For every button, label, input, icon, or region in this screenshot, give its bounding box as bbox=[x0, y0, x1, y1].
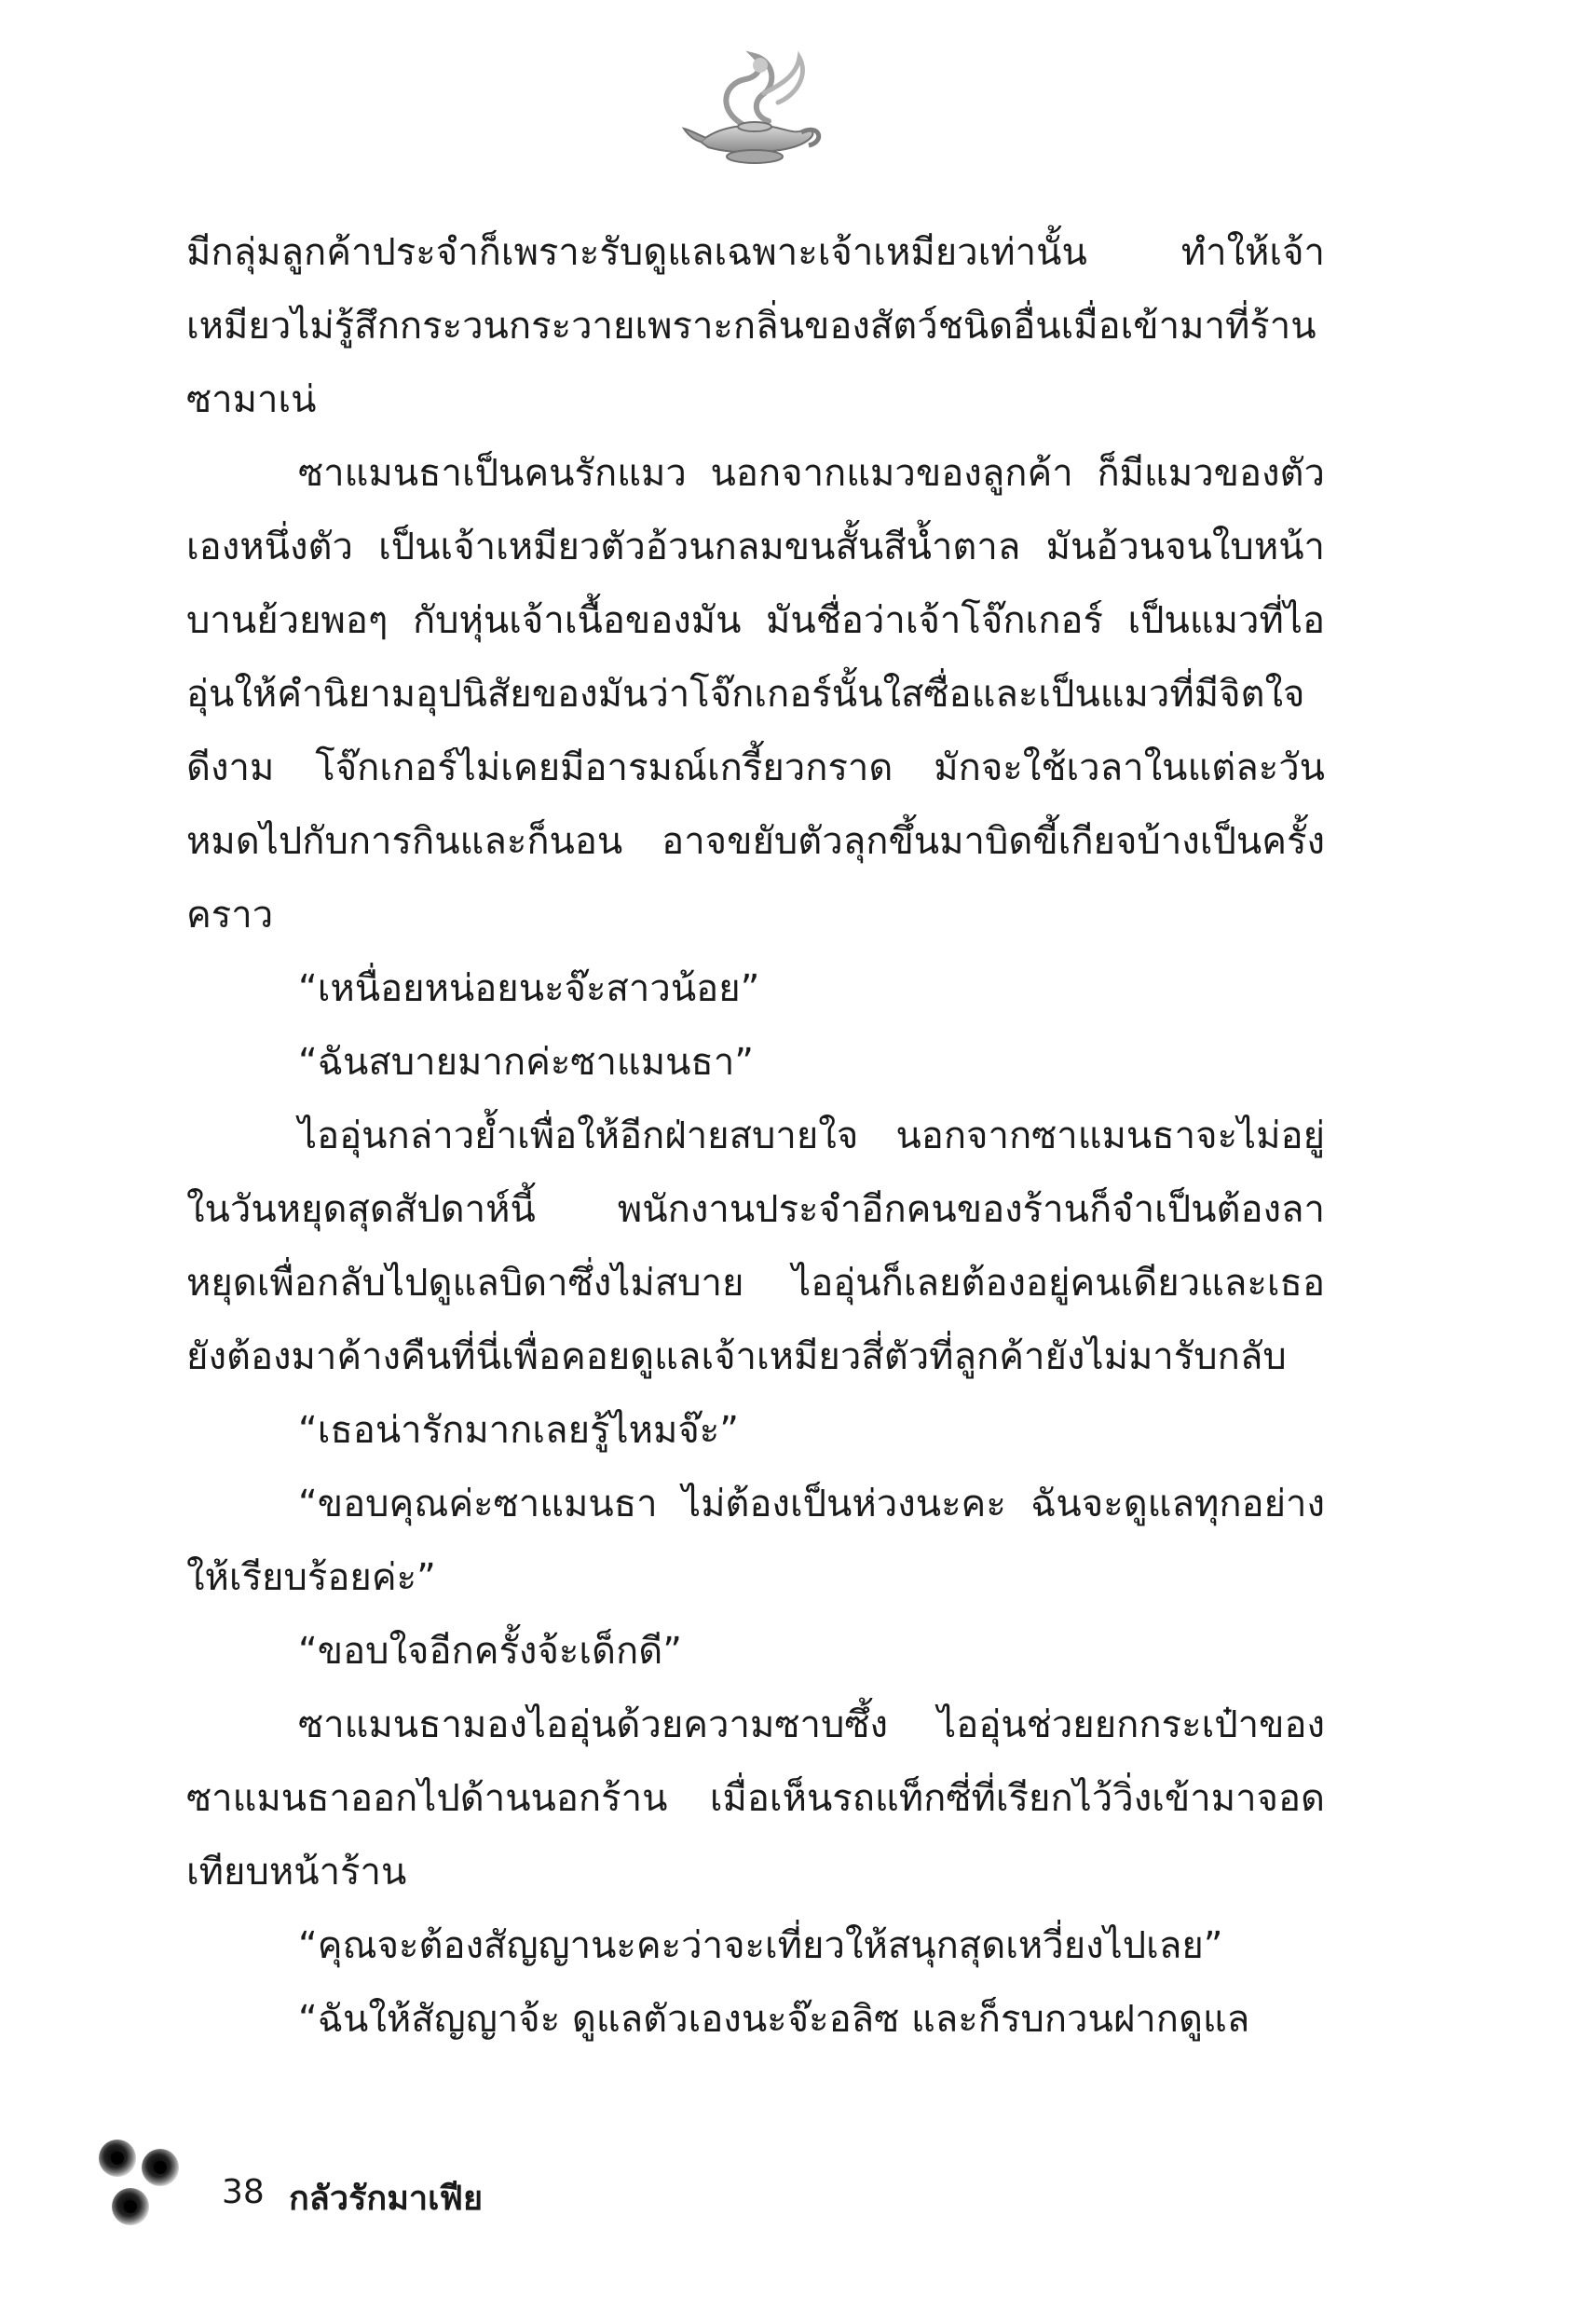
body-text bbox=[186, 216, 1325, 2057]
paragraph-3: “เหนื่อยหน่อยนะจ๊ะสาวน้อย” bbox=[298, 967, 760, 1010]
page-footer bbox=[93, 2134, 745, 2246]
page-number: 38 bbox=[222, 2173, 265, 2211]
paragraph-8: “ขอบใจอีกครั้งจ้ะเด็กดี” bbox=[298, 1630, 682, 1673]
paragraph-7: “ขอบคุณค่ะซาแมนธา ไม่ต้องเป็นห่วงนะคะ ฉันจะดูแลทุกอย่างให้เรียบร้อยค่ะ” bbox=[186, 1483, 1325, 1599]
paragraph-1: มีกลุ่มลูกค้าประจำก็เพราะรับดูแลเฉพาะเจ้าเหมียวเท่านั้น ทำให้เจ้าเหมียวไม่รู้สึกกระวนกระวายเพราะกลิ่นของสัตว์ชนิดอื่นเมื่อเข้ามาที่ร้านซามาเน่ bbox=[186, 231, 1325, 421]
paragraph-6: “เธอน่ารักมากเลยรู้ไหมจ๊ะ” bbox=[298, 1409, 739, 1452]
paragraph-2: ซาแมนธาเป็นคนรักแมว นอกจากแมวของลูกค้า ก็มีแมวของตัวเองหนึ่งตัว เป็นเจ้าเหมียวตัวอ้วนกลมขนสั้นสีน้ำตาล มันอ้วนจนใบหน้าบานย้วยพอๆ กับหุ่นเจ้าเนื้อของมัน มันชื่อว่าเจ้าโจ๊กเกอร์ เป็นแมวที่ไออุ่นให้คำนิยามอุปนิสัยของมันว่าโจ๊กเกอร์นั้นใสซื่อและเป็นแมวที่มีจิตใจดีงาม โจ๊กเกอร์ไม่เคยมีอารมณ์เกรี้ยวกราด มักจะใช้เวลาในแต่ละวันหมดไปกับการกินและก็นอน อาจขยับตัวลุกขึ้นมาบิดขี้เกียจบ้างเป็นครั้งคราว bbox=[186, 452, 1325, 937]
genie-lamp-icon bbox=[680, 37, 829, 177]
paragraph-4: “ฉันสบายมากค่ะซาแมนธา” bbox=[298, 1041, 755, 1084]
bullet-holes-icon bbox=[93, 2134, 196, 2236]
paragraph-9: ซาแมนธามองไออุ่นด้วยความซาบซึ้ง ไออุ่นช่วยยกกระเป๋าของซาแมนธาออกไปด้านนอกร้าน เมื่อเห็นรถแท็กซี่ที่เรียกไว้วิ่งเข้ามาจอดเทียบหน้าร้าน bbox=[186, 1703, 1325, 1894]
paragraph-11: “ฉันให้สัญญาจ้ะ ดูแลตัวเองนะจ๊ะอลิซ และก็รบกวนฝากดูแล bbox=[298, 1998, 1250, 2041]
paragraph-5: ไออุ่นกล่าวย้ำเพื่อให้อีกฝ่ายสบายใจ นอกจากซาแมนธาจะไม่อยู่ในวันหยุดสุดสัปดาห์นี้ พนักงานประจำอีกคนของร้านก็จำเป็นต้องลาหยุดเพื่อกลับไปดูแลบิดาซึ่งไม่สบาย ไออุ่นก็เลยต้องอยู่คนเดียวและเธอยังต้องมาค้างคืนที่นี่เพื่อคอยดูแลเจ้าเหมียวสี่ตัวที่ลูกค้ายังไม่มารับกลับ bbox=[186, 1114, 1325, 1378]
book-title: กลัวรักมาเฟีย bbox=[289, 2180, 484, 2218]
paragraph-10: “คุณจะต้องสัญญานะคะว่าจะเที่ยวให้สนุกสุดเหวี่ยงไปเลย” bbox=[298, 1924, 1223, 1967]
